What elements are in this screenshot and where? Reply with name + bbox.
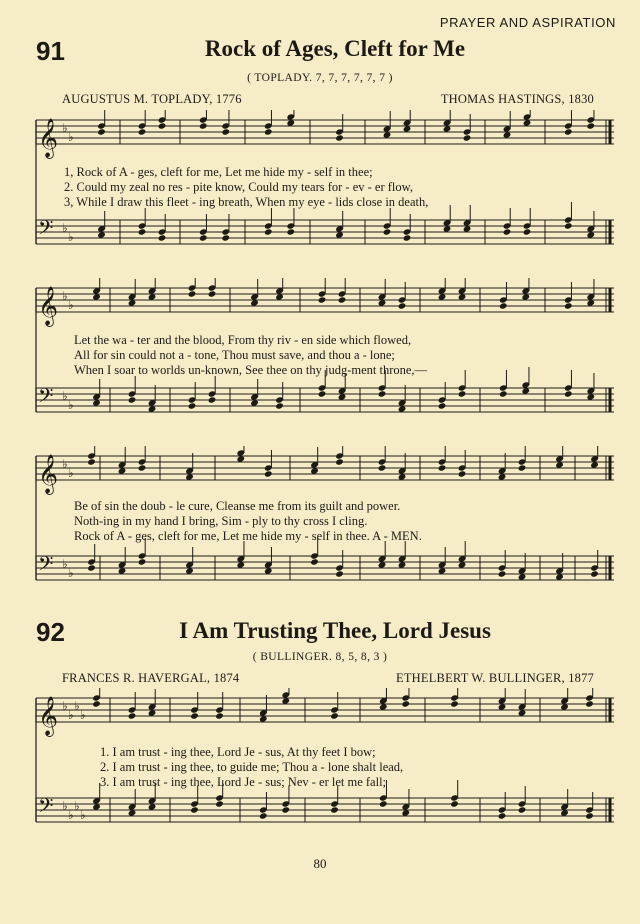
hymn-title: Rock of Ages, Cleft for Me [204,36,466,61]
page-number: 80 [313,856,327,871]
svg-text:𝄞: 𝄞 [38,286,59,326]
svg-text:♭: ♭ [62,121,68,135]
svg-text:♭: ♭ [62,457,68,471]
lyric-line: 3, While I draw this fleet - ing breath, When my eye - lids close in death, [64,195,429,209]
lyric-line: 2. I am trust - ing thee, to guide me; Thou a - lone shalt lead, [100,760,404,774]
svg-text:♭: ♭ [62,699,68,713]
treble-staff [36,278,614,327]
lyric-line: 2. Could my zeal no res - pite know, Could my tears for - ev - er flow, [64,180,413,194]
svg-text:♭: ♭ [80,708,86,722]
svg-text:𝄢: 𝄢 [38,216,54,244]
svg-text:♭: ♭ [68,566,74,580]
svg-text:♭: ♭ [68,808,74,822]
treble-staff [36,688,614,737]
lyric-line: Rock of A - ges, cleft for me, Let me hide my - self in thee. A - MEN. [74,529,422,543]
svg-text:𝄢: 𝄢 [38,552,54,580]
hymn-number: 92 [36,617,65,647]
lyric-line: 3. I am trust - ing thee, Lord Je - sus; Nev - er let me fall; [100,775,387,789]
svg-text:♭: ♭ [62,799,68,813]
svg-text:♭: ♭ [68,398,74,412]
lyric-line: Let the wa - ter and the blood, From thy riv - en side which flowed, [74,333,412,347]
hymn-number: 91 [36,36,65,66]
hymn-title: I Am Trusting Thee, Lord Jesus [179,618,491,643]
bass-staff [36,538,614,581]
svg-text:♭: ♭ [80,808,86,822]
svg-text:𝄞: 𝄞 [38,118,59,158]
treble-staff [36,446,614,495]
composer-credit: ETHELBERT W. BULLINGER, 1877 [395,671,594,685]
lyric-line: 1, Rock of A - ges, cleft for me, Let me hide my - self in thee; [64,165,373,179]
svg-text:♭: ♭ [62,389,68,403]
lyric-line: 1. I am trust - ing thee, Lord Je - sus, At thy feet I bow; [100,745,376,759]
lyric-line: Be of sin the doub - le cure, Cleanse me from its guilt and power. [74,499,401,513]
svg-text:♭: ♭ [68,130,74,144]
svg-text:♭: ♭ [74,799,80,813]
composer-credit: THOMAS HASTINGS, 1830 [440,92,594,106]
lyric-line: All for sin could not a - tone, Thou must save, and thou a - lone; [74,348,395,362]
tune-name: ( BULLINGER. 8, 5, 8, 3 ) [252,651,388,663]
svg-text:♭: ♭ [68,298,74,312]
svg-text:𝄢: 𝄢 [38,384,54,412]
section-header: PRAYER AND ASPIRATION [439,15,616,30]
author-credit: AUGUSTUS M. TOPLADY, 1776 [62,92,242,106]
svg-text:♭: ♭ [68,708,74,722]
tune-name: ( TOPLADY. 7, 7, 7, 7, 7, 7 ) [247,72,393,84]
svg-text:♭: ♭ [62,557,68,571]
svg-text:𝄞: 𝄞 [38,696,59,736]
svg-text:♭: ♭ [62,221,68,235]
treble-staff [36,110,614,159]
svg-text:♭: ♭ [68,466,74,480]
svg-text:𝄞: 𝄞 [38,454,59,494]
svg-text:𝄢: 𝄢 [38,794,54,822]
svg-text:♭: ♭ [62,289,68,303]
lyric-line: When I soar to worlds un-known, See thee on thy judg-ment throne,— [74,363,428,377]
svg-text:♭: ♭ [68,230,74,244]
lyric-line: Noth-ing in my hand I bring, Sim - ply to thy cross I cling. [74,514,368,528]
author-credit: FRANCES R. HAVERGAL, 1874 [62,671,240,685]
svg-text:♭: ♭ [74,699,80,713]
